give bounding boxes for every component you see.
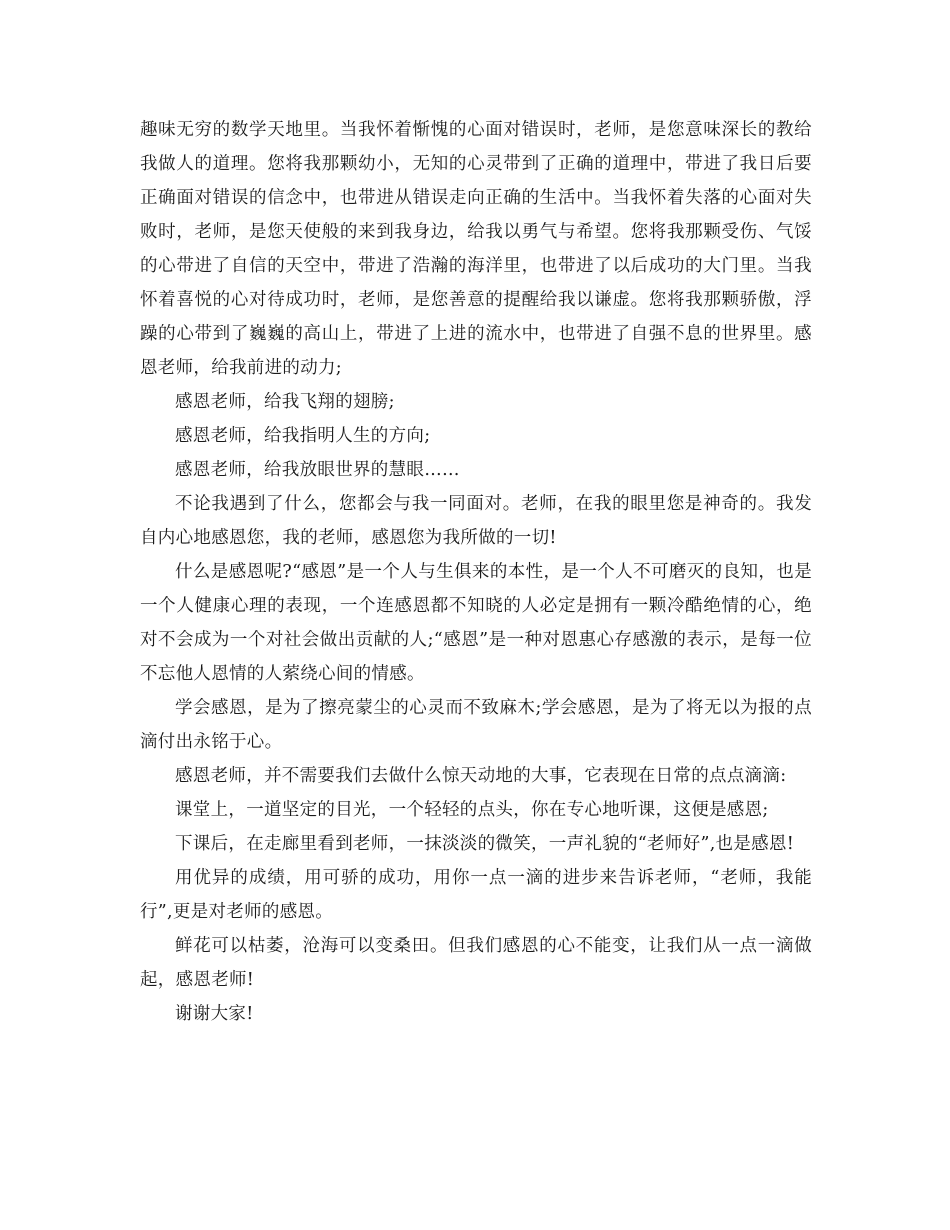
paragraph-12: 鲜花可以枯萎，沧海可以变桑田。但我们感恩的心不能变，让我们从一点一滴做起，感恩老师! <box>140 936 812 990</box>
paragraph-3: 感恩老师，给我指明人生的方向; <box>175 426 431 446</box>
paragraph-5: 不论我遇到了什么，您都会与我一同面对。老师，在我的眼里您是神奇的。我发自内心地感恩您，我的老师，感恩您为我所做的一切! <box>140 494 812 548</box>
paragraph-8: 感恩老师，并不需要我们去做什么惊天动地的大事，它表现在日常的点点滴滴: <box>175 766 787 786</box>
paragraph-13: 谢谢大家! <box>175 1004 254 1024</box>
document-body <box>140 113 812 1031</box>
paragraph-10: 下课后，在走廊里看到老师，一抹淡淡的微笑，一声礼貌的“老师好”,也是感恩! <box>175 834 795 854</box>
paragraph-4: 感恩老师，给我放眼世界的慧眼…… <box>175 460 460 480</box>
paragraph-1: 趣味无穷的数学天地里。当我怀着惭愧的心面对错误时，老师，是您意味深长的教给我做人的道理。您将我那颗幼小，无知的心灵带到了正确的道理中，带进了我日后要正确面对错误的信念中，也带进从错误走向正确的生活中。当我怀着失落的心面对失败时，老师，是您天使般的来到我身边，给我以勇气与希望。您将我那颗受伤、气馁的心带进了自信的天空中，带进了浩瀚的海洋里，也带进了以后成功的大门里。当我怀着喜悦的心对待成功时，老师，是您善意的提醒给我以谦虚。您将我那颗骄傲，浮躁的心带到了巍巍的高山上，带进了上进的流水中，也带进了自强不息的世界里。感恩老师，给我前进的动力; <box>140 120 812 378</box>
paragraph-7: 学会感恩，是为了擦亮蒙尘的心灵而不致麻木;学会感恩，是为了将无以为报的点滴付出永铭于心。 <box>140 698 812 752</box>
paragraph-11: 用优异的成绩，用可骄的成功，用你一点一滴的进步来告诉老师，“老师，我能行”,更是对老师的感恩。 <box>140 868 812 922</box>
paragraph-9: 课堂上，一道坚定的目光，一个轻轻的点头，你在专心地听课，这便是感恩; <box>175 800 769 820</box>
paragraph-6: 什么是感恩呢?“感恩”是一个人与生俱来的本性，是一个人不可磨灭的良知，也是一个人健康心理的表现，一个连感恩都不知晓的人必定是拥有一颗冷酷绝情的心，绝对不会成为一个对社会做出贡献的人;“感恩”是一种对恩惠心存感激的表示，是每一位不忘他人恩情的人萦绕心间的情感。 <box>140 562 812 684</box>
paragraph-2: 感恩老师，给我飞翔的翅膀; <box>175 392 395 412</box>
